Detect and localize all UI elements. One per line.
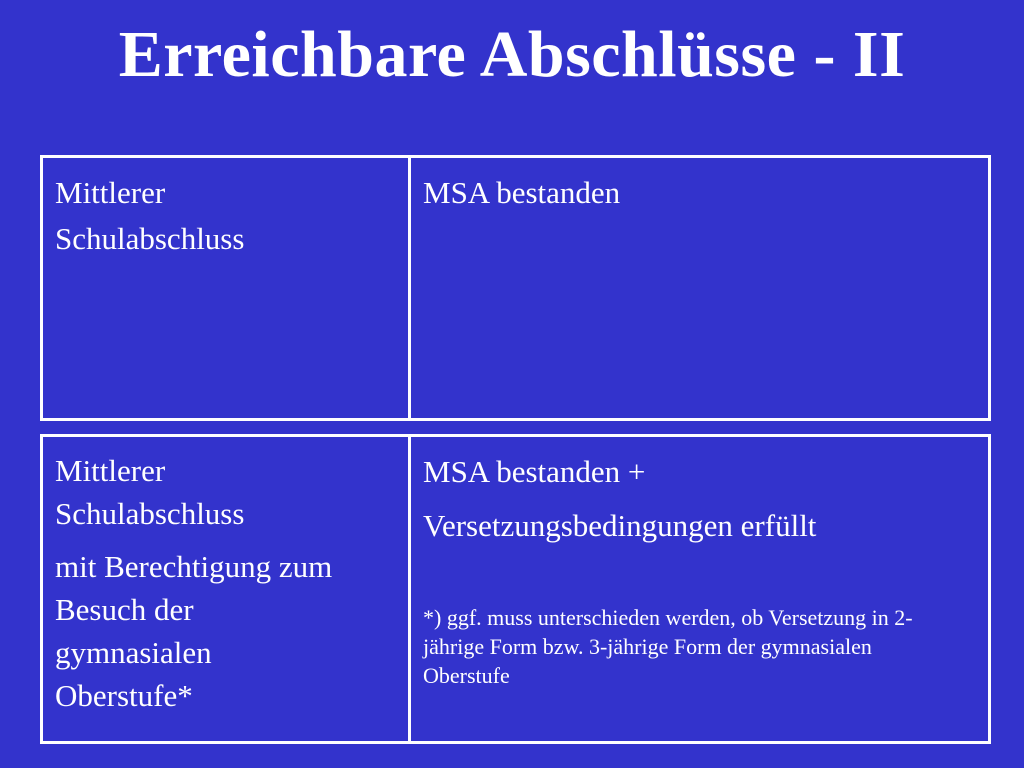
degree-qualification: mit Berechtigung zum Besuch der gymnasialen Oberstufe* — [55, 549, 333, 713]
requirement-text: MSA bestanden — [423, 175, 621, 210]
requirement-condition: Versetzungsbedingungen erfüllt — [423, 508, 817, 543]
degree-label-line-2: Schulabschluss — [55, 221, 245, 256]
requirement-text: MSA bestanden + — [423, 454, 646, 489]
table-row-msa — [40, 155, 991, 421]
table-row-msa-gymnasial — [40, 434, 991, 744]
cell-degree — [43, 437, 411, 741]
degree-label-line-1: Mittlerer — [55, 175, 166, 210]
cell-requirement — [411, 158, 988, 418]
cell-degree — [43, 158, 411, 418]
slide-title: Erreichbare Abschlüsse - II — [118, 18, 906, 91]
footnote-text: *) ggf. muss unterschieden werden, ob Versetzung in 2-jährige Form bzw. 3-jährige Form der gymnasialen Oberstufe — [423, 605, 913, 688]
degree-label: Mittlerer Schulabschluss — [55, 453, 245, 531]
cell-requirement — [411, 437, 988, 741]
